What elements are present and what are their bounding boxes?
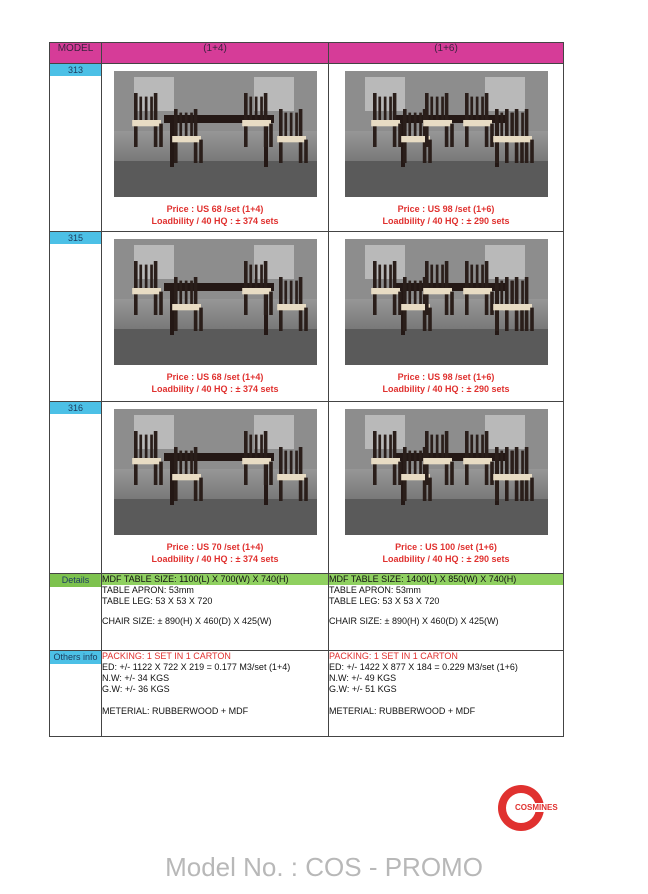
price-text: Price : US 68 /set (1+4) bbox=[166, 372, 264, 382]
chair-size: CHAIR SIZE: ± 890(H) X 460(D) X 425(W) bbox=[329, 616, 499, 626]
logo-text: COSMINES bbox=[515, 803, 558, 812]
loadability-text: Loadbility / 40 HQ : ± 374 sets bbox=[151, 384, 279, 394]
others-label: Others info bbox=[50, 651, 101, 664]
table-apron: TABLE APRON: 53mm bbox=[329, 585, 421, 595]
price-text: Price : US 100 /set (1+6) bbox=[395, 542, 497, 552]
header-model: MODEL bbox=[50, 43, 102, 64]
header-col-1: (1+4) bbox=[102, 43, 329, 64]
catalog-table bbox=[49, 42, 564, 737]
product-photo bbox=[114, 239, 317, 365]
loadability-text: Loadbility / 40 HQ : ± 290 sets bbox=[382, 554, 510, 564]
net-weight: N.W: +/- 34 KGS bbox=[102, 673, 170, 683]
model-number: 315 bbox=[50, 232, 101, 244]
table-leg: TABLE LEG: 53 X 53 X 720 bbox=[329, 596, 440, 606]
product-photo bbox=[114, 409, 317, 535]
dining-set-illustration bbox=[345, 239, 548, 365]
details-label: Details bbox=[50, 574, 101, 587]
price-text: Price : US 70 /set (1+4) bbox=[166, 542, 264, 552]
product-photo bbox=[345, 71, 548, 197]
price-text: Price : US 98 /set (1+6) bbox=[397, 372, 495, 382]
loadability-text: Loadbility / 40 HQ : ± 290 sets bbox=[382, 384, 510, 394]
model-number: 316 bbox=[50, 402, 101, 414]
material: METERIAL: RUBBERWOOD + MDF bbox=[102, 706, 249, 716]
model-footer: Model No. : COS - PROMO bbox=[165, 852, 483, 882]
net-weight: N.W: +/- 49 KGS bbox=[329, 673, 397, 683]
dining-set-illustration bbox=[345, 409, 548, 535]
model-row bbox=[50, 232, 564, 402]
gross-weight: G.W: +/- 51 KGS bbox=[329, 684, 397, 694]
model-row bbox=[50, 64, 564, 232]
product-photo bbox=[345, 239, 548, 365]
loadability-text: Loadbility / 40 HQ : ± 374 sets bbox=[151, 216, 279, 226]
price-text: Price : US 68 /set (1+4) bbox=[166, 204, 264, 214]
dining-set-illustration bbox=[114, 71, 317, 197]
loadability-text: Loadbility / 40 HQ : ± 290 sets bbox=[382, 216, 510, 226]
model-number: 313 bbox=[50, 64, 101, 76]
others-row bbox=[50, 651, 564, 737]
material: METERIAL: RUBBERWOOD + MDF bbox=[329, 706, 476, 716]
table-apron: TABLE APRON: 53mm bbox=[102, 585, 194, 595]
details-row bbox=[50, 574, 564, 651]
loadability-text: Loadbility / 40 HQ : ± 374 sets bbox=[151, 554, 279, 564]
chair-size: CHAIR SIZE: ± 890(H) X 460(D) X 425(W) bbox=[102, 616, 272, 626]
ed-size: ED: +/- 1122 X 722 X 219 = 0.177 M3/set (1+4) bbox=[102, 662, 291, 672]
product-photo bbox=[114, 71, 317, 197]
dining-set-illustration bbox=[114, 409, 317, 535]
catalog-sheet bbox=[49, 42, 564, 737]
table-size: MDF TABLE SIZE: 1400(L) X 850(W) X 740(H) bbox=[327, 574, 563, 585]
dining-set-illustration bbox=[345, 71, 548, 197]
gross-weight: G.W: +/- 36 KGS bbox=[102, 684, 170, 694]
table-leg: TABLE LEG: 53 X 53 X 720 bbox=[102, 596, 213, 606]
table-size: MDF TABLE SIZE: 1100(L) X 700(W) X 740(H) bbox=[100, 574, 328, 585]
ed-size: ED: +/- 1422 X 877 X 184 = 0.229 M3/set (1+6) bbox=[329, 662, 518, 672]
header-col-2: (1+6) bbox=[329, 43, 564, 64]
packing: PACKING: 1 SET IN 1 CARTON bbox=[102, 651, 231, 661]
model-row bbox=[50, 402, 564, 574]
product-photo bbox=[345, 409, 548, 535]
dining-set-illustration bbox=[114, 239, 317, 365]
price-text: Price : US 98 /set (1+6) bbox=[397, 204, 495, 214]
packing: PACKING: 1 SET IN 1 CARTON bbox=[329, 651, 458, 661]
